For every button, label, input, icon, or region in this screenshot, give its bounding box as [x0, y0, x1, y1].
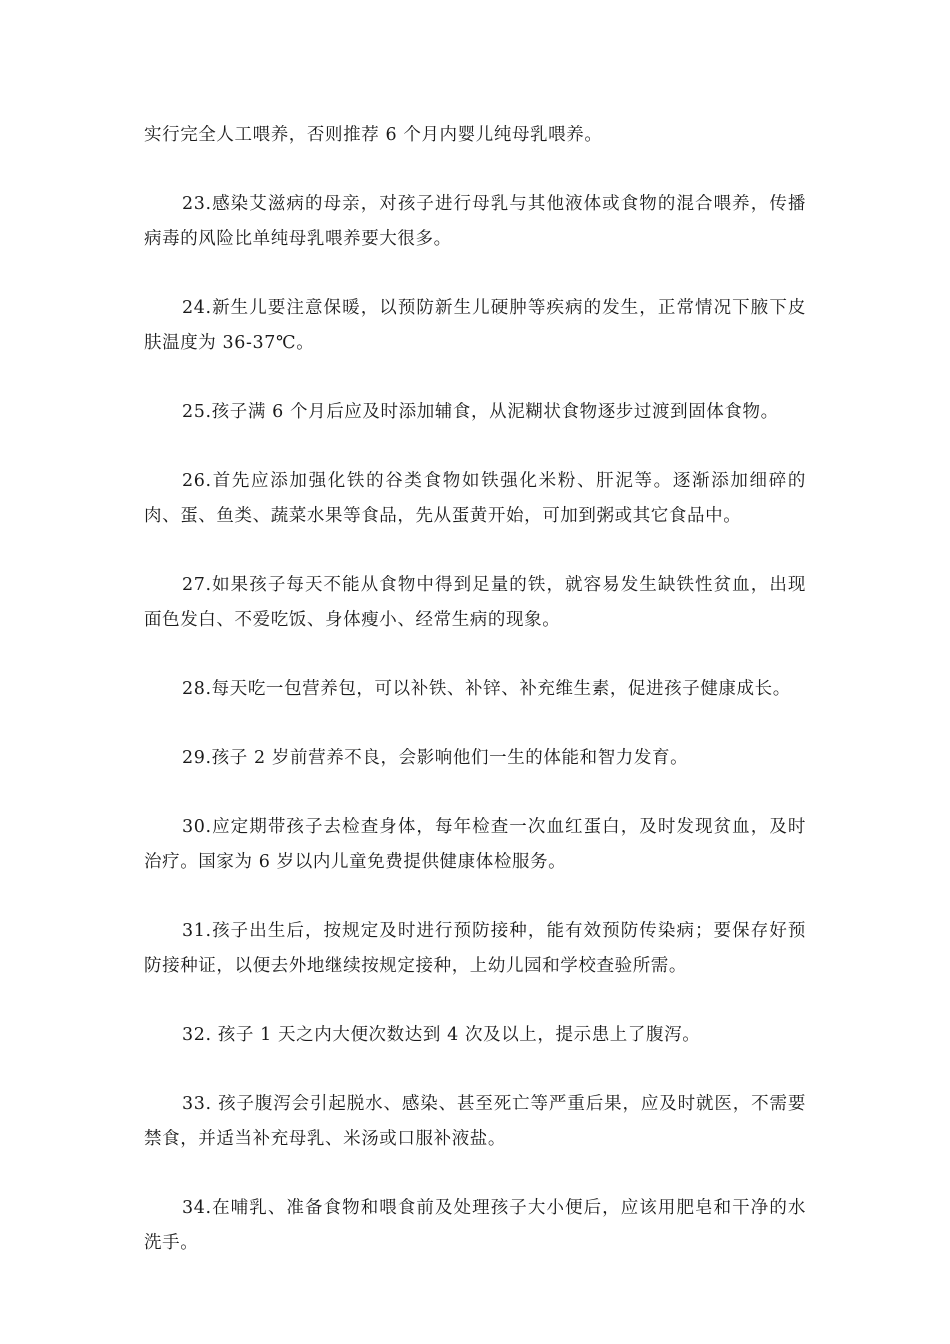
paragraph-item-27: 27.如果孩子每天不能从食物中得到足量的铁，就容易发生缺铁性贫血，出现面色发白、不爱吃饭、身体瘦小、经常生病的现象。: [144, 575, 806, 630]
paragraph-continuation: 实行完全人工喂养，否则推荐 6 个月内婴儿纯母乳喂养。: [144, 125, 603, 145]
document-body: [144, 118, 806, 1295]
paragraph-item-32: 32. 孩子 1 天之内大便次数达到 4 次及以上，提示患上了腹泻。: [182, 1025, 701, 1045]
paragraph-item-33: 33. 孩子腹泻会引起脱水、感染、甚至死亡等严重后果，应及时就医，不需要禁食，并适当补充母乳、米汤或口服补液盐。: [144, 1094, 806, 1149]
paragraph-item-26: 26.首先应添加强化铁的谷类食物如铁强化米粉、肝泥等。逐渐添加细碎的肉、蛋、鱼类、蔬菜水果等食品，先从蛋黄开始，可加到粥或其它食品中。: [144, 471, 806, 526]
paragraph-item-34: 34.在哺乳、准备食物和喂食前及处理孩子大小便后，应该用肥皂和干净的水洗手。: [144, 1198, 806, 1253]
paragraph-item-30: 30.应定期带孩子去检查身体，每年检查一次血红蛋白，及时发现贫血，及时治疗。国家为 6 岁以内儿童免费提供健康体检服务。: [144, 817, 806, 872]
paragraph-item-23: 23.感染艾滋病的母亲，对孩子进行母乳与其他液体或食物的混合喂养，传播病毒的风险比单纯母乳喂养要大很多。: [144, 194, 806, 249]
paragraph-item-24: 24.新生儿要注意保暖，以预防新生儿硬肿等疾病的发生，正常情况下腋下皮肤温度为 36-37℃。: [144, 298, 806, 353]
paragraph-item-28: 28.每天吃一包营养包，可以补铁、补锌、补充维生素，促进孩子健康成长。: [182, 679, 791, 699]
paragraph-item-25: 25.孩子满 6 个月后应及时添加辅食，从泥糊状食物逐步过渡到固体食物。: [182, 402, 779, 422]
paragraph-item-31: 31.孩子出生后，按规定及时进行预防接种，能有效预防传染病；要保存好预防接种证，以便去外地继续按规定接种，上幼儿园和学校查验所需。: [144, 921, 806, 976]
paragraph-item-29: 29.孩子 2 岁前营养不良，会影响他们一生的体能和智力发育。: [182, 748, 689, 768]
